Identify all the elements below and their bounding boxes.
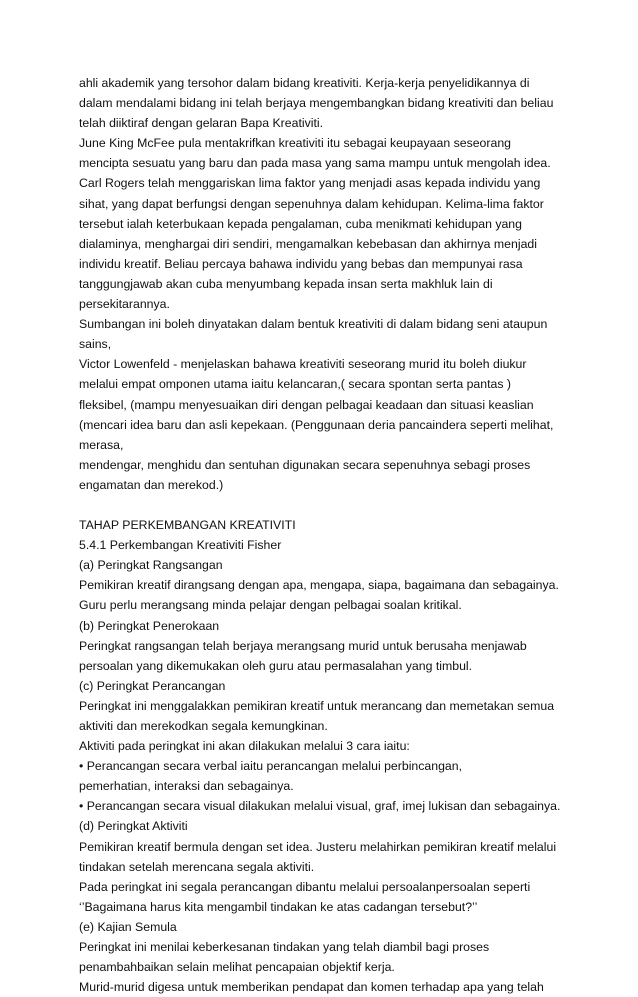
text-line: aktiviti dan merekodkan segala kemungkinan. — [79, 719, 328, 733]
text-line: melalui empat omponen utama iaitu kelancaran,( secara spontan serta pantas ) — [79, 377, 512, 392]
text-line: June King McFee pula mentakrifkan kreativiti itu sebagai keupayaan seseorang — [79, 136, 512, 151]
text-line: (a) Peringkat Rangsangan — [79, 558, 223, 573]
paragraph-block-creativity-stages — [79, 515, 579, 997]
text-line: Sumbangan ini boleh dinyatakan dalam bentuk kreativiti di dalam bidang seni ataupun — [79, 317, 548, 332]
text-line: tersebut ialah keterbukaan kepada pengalaman, cuba menikmati kehidupan yang — [79, 216, 522, 231]
text-line: 5.4.1 Perkembangan Kreativiti Fisher — [79, 538, 282, 553]
text-line: Guru perlu merangsang minda pelajar dengan pelbagai soalan kritikal. — [79, 598, 462, 613]
text-line: sains, — [79, 337, 112, 352]
paragraph-gap — [79, 495, 579, 515]
text-line: persoalan yang dikemukakan oleh guru atau permasalahan yang timbul. — [79, 658, 473, 673]
text-line: individu kreatif. Beliau percaya bahawa individu yang bebas dan mempunyai rasa — [79, 256, 523, 271]
text-line: Aktiviti pada peringkat ini akan dilakukan melalui 3 cara iaitu: — [79, 739, 410, 754]
text-line: (c) Peringkat Perancangan — [79, 678, 226, 693]
text-line: • Perancangan secara visual dilakukan melalui visual, graf, imej lukisan dan sebagainya. — [79, 799, 561, 814]
text-line: engamatan dan merekod.) — [79, 477, 224, 492]
text-line: merasa, — [79, 437, 124, 452]
text-line: (b) Peringkat Penerokaan — [79, 618, 220, 633]
text-line: ‘’Bagaimana harus kita mengambil tindakan ke atas cadangan tersebut?’’ — [79, 899, 478, 914]
text-line: ahli akademik yang tersohor dalam bidang kreativiti. Kerja-kerja penyelidikannya di — [79, 76, 530, 90]
text-line: mencipta sesuatu yang baru dan pada masa yang sama mampu untuk mengolah idea. — [79, 156, 551, 171]
document-body — [79, 73, 579, 997]
text-line: Peringkat ini menilai keberkesanan tindakan yang telah diambil bagi proses — [79, 940, 490, 955]
text-line: pemerhatian, interaksi dan sebagainya. — [79, 779, 294, 794]
text-line: mendengar, menghidu dan sentuhan digunakan secara sepenuhnya sebagi proses — [79, 457, 531, 472]
text-line: tindakan setelah merencana segala aktiviti. — [79, 859, 315, 874]
text-line: • Perancangan secara verbal iaitu perancangan melalui perbincangan, — [79, 759, 463, 774]
text-line: Murid-murid digesa untuk memberikan pendapat dan komen terhadap apa yang telah — [79, 980, 544, 995]
paragraph-block-creativity-theorists — [79, 73, 579, 495]
text-line: (e) Kajian Semula — [79, 919, 177, 934]
text-line: Peringkat ini menggalakkan pemikiran kreatif untuk merancang dan memetakan semua — [79, 698, 555, 713]
text-line: persekitarannya. — [79, 297, 170, 312]
text-line: (d) Peringkat Aktiviti — [79, 819, 188, 834]
text-line: Peringkat rangsangan telah berjaya merangsang murid untuk berusaha menjawab — [79, 638, 527, 653]
text-line: Victor Lowenfeld - menjelaskan bahawa kreativiti seseorang murid itu boleh diukur — [79, 357, 527, 372]
text-line: telah diiktiraf dengan gelaran Bapa Kreativiti. — [79, 116, 324, 131]
text-line: fleksibel, (mampu menyesuaikan diri dengan pelbagai keadaan dan situasi keaslian — [79, 397, 534, 412]
text-line: Carl Rogers telah menggariskan lima faktor yang menjadi asas kepada individu yang — [79, 176, 541, 191]
text-line: TAHAP PERKEMBANGAN KREATIVITI — [79, 518, 296, 533]
text-line: dalam mendalami bidang ini telah berjaya mengembangkan bidang kreativiti dan beliau — [79, 96, 554, 111]
text-line: tanggungjawab akan cuba menyumbang kepada insan serta makhluk lain di — [79, 276, 493, 291]
text-line: Pemikiran kreatif bermula dengan set idea. Justeru melahirkan pemikiran kreatif melalui — [79, 839, 557, 854]
text-line: dialaminya, menghargai diri sendiri, mengamalkan kebebasan dan akhirnya menjadi — [79, 236, 537, 251]
text-line: (mencari idea baru dan asli kepekaan. (Penggunaan deria pancaindera seperti melihat, — [79, 417, 554, 432]
text-line: penambahbaikan selain melihat pencapaian objektif kerja. — [79, 960, 395, 975]
text-line: Pada peringkat ini segala perancangan dibantu melalui persoalanpersoalan seperti — [79, 879, 531, 894]
text-line: Pemikiran kreatif dirangsang dengan apa, mengapa, siapa, bagaimana dan sebagainya. — [79, 578, 559, 593]
text-line: sihat, yang dapat berfungsi dengan sepenuhnya dalam kehidupan. Kelima-lima faktor — [79, 196, 544, 211]
